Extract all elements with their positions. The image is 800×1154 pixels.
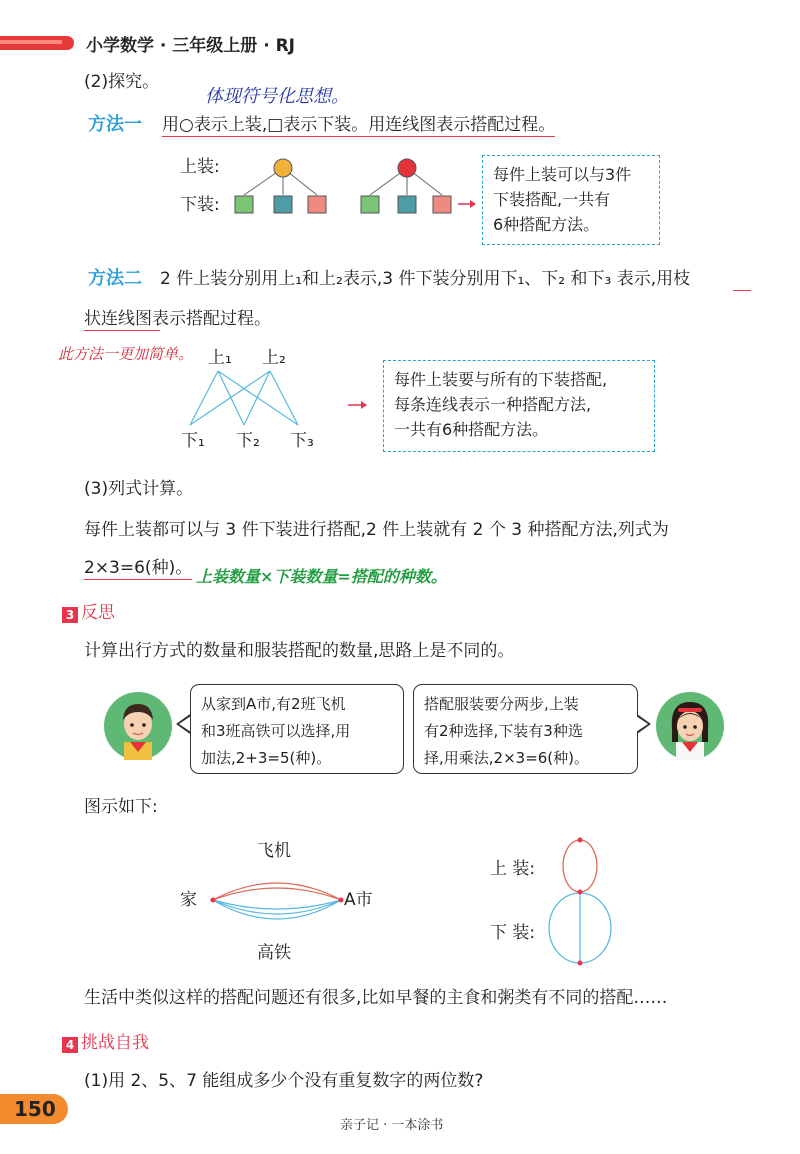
node-bottom-1: 下₁: [181, 431, 205, 451]
square-teal-1: [274, 196, 292, 213]
girl-bubble-tail-inner: [636, 716, 648, 732]
node-top-2: 上₂: [262, 348, 286, 368]
method2-explain-box: [383, 360, 655, 452]
method2-box-line1: 每件上装要与所有的下装搭配,: [394, 370, 608, 389]
reflect-text: 计算出行方式的数量和服装搭配的数量,思路上是不同的。: [84, 641, 515, 661]
node-bottom-3: 下₃: [290, 431, 314, 451]
square-teal-2: [398, 196, 416, 213]
method1-text: 用○表示上装,□表示下装。用连线图表示搭配过程。: [162, 115, 556, 135]
clothes-diagram: [540, 832, 620, 968]
annotation-symbolic: 体现符号化思想。: [205, 86, 349, 107]
girl-bubble-line1: 搭配服装要分两步,上装: [424, 695, 579, 713]
square-green-2: [361, 196, 379, 213]
reflect-title: 反思: [81, 603, 115, 623]
method2-box-line3: 一共有6种搭配方法。: [394, 420, 549, 439]
row-top-label: 上装:: [180, 157, 220, 177]
route-diagram: [205, 862, 350, 942]
label-tops: 上 装:: [490, 859, 536, 879]
arrow-icon-2: [348, 400, 368, 410]
boy-speech-bubble: [190, 684, 404, 774]
label-bottoms: 下 装:: [490, 923, 536, 943]
explore-heading: (2)探究。: [84, 72, 160, 92]
label-home: 家: [180, 890, 197, 910]
method2-label: 方法二: [88, 268, 142, 289]
header-red-bar-2: [0, 40, 62, 44]
method2-tree-diagram: [170, 355, 320, 435]
challenge-q1: (1)用 2、5、7 能组成多少个没有重复数字的两位数?: [84, 1071, 484, 1091]
reflect-num: 3: [62, 607, 78, 623]
top-circle-right: [398, 159, 416, 177]
node-top-1: 上₁: [208, 348, 232, 368]
boy-avatar: [104, 692, 172, 760]
girl-bubble-line3: 择,用乘法,2×3=6(种)。: [424, 749, 590, 767]
reflect-summary: 生活中类似这样的搭配问题还有很多,比如早餐的主食和粥类有不同的搭配……: [84, 988, 668, 1008]
annotation-formula: 上装数量×下装数量=搭配的种数。: [196, 567, 447, 586]
method1-label: 方法一: [88, 114, 142, 135]
underline-branch: [84, 330, 160, 331]
reflect-section-title: [62, 598, 115, 623]
label-train: 高铁: [257, 943, 291, 963]
book-title: 小学数学 · 三年级上册 · RJ: [86, 36, 296, 56]
underline-zhi: [733, 290, 751, 291]
girl-bubble-line2: 有2种选择,下装有3种选: [424, 722, 583, 740]
method1-explain-box: [482, 155, 660, 245]
label-plane: 飞机: [257, 841, 291, 861]
calc-line1: 每件上装都可以与 3 件下装进行搭配,2 件上装就有 2 个 3 种搭配方法,列式为: [84, 520, 669, 540]
arrow-icon: [458, 200, 476, 208]
method2-box-line2: 每条连线表示一种搭配方法,: [394, 395, 592, 414]
boy-bubble-line1: 从家到A市,有2班飞机: [201, 695, 346, 713]
annotation-simpler: 此方法一更加简单。: [58, 345, 194, 363]
square-pink-1: [308, 196, 326, 213]
method2-line2: 状连线图表示搭配过程。: [84, 309, 271, 329]
row-bottom-label: 下装:: [180, 195, 220, 215]
boy-bubble-line2: 和3班高铁可以选择,用: [201, 722, 351, 740]
calc-formula: 2×3=6(种)。: [84, 558, 193, 578]
girl-speech-bubble: [413, 684, 638, 774]
footer-center: 亲子记 · 一本涂书: [340, 1118, 444, 1133]
calc-heading: (3)列式计算。: [84, 479, 194, 499]
diagram-intro: 图示如下:: [84, 797, 158, 817]
method1-box-line1: 每件上装可以与3件: [493, 165, 632, 184]
challenge-section-title: [62, 1028, 149, 1053]
node-bottom-2: 下₂: [236, 431, 260, 451]
square-green-1: [235, 196, 253, 213]
method1-box-line2: 下装搭配,一共有: [493, 190, 611, 209]
girl-avatar: [656, 692, 724, 760]
boy-bubble-line3: 加法,2+3=5(种)。: [201, 749, 332, 767]
challenge-num: 4: [62, 1037, 78, 1053]
square-pink-2: [433, 196, 451, 213]
challenge-title: 挑战自我: [81, 1033, 149, 1053]
label-city: A市: [344, 890, 373, 910]
method2-line1: 2 件上装分别用上₁和上₂表示,3 件下装分别用下₁、下₂ 和下₃ 表示,用枝: [160, 269, 691, 289]
method1-diagram: [226, 150, 476, 225]
method1-box-line3: 6种搭配方法。: [493, 215, 600, 234]
top-circle-left: [274, 159, 292, 177]
page-number: 150: [14, 1097, 56, 1121]
